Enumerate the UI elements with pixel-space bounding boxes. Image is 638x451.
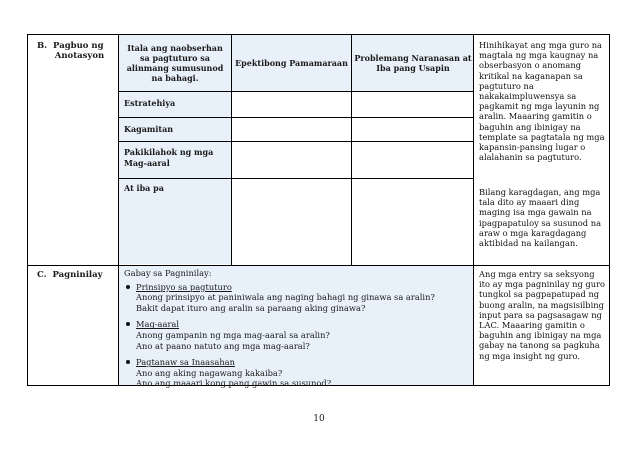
row-label-materials: Kagamitan [124, 124, 174, 134]
header-problems: Problemang Naranasan at Iba pang Usapin [354, 53, 472, 73]
reflection-question: Bakit dapat ituro ang aralin sa paraang aking ginawa? [136, 302, 366, 313]
col-divider-4 [473, 34, 474, 386]
reflection-question: Ano at paano natuto ang mga mag-aaral? [136, 340, 310, 351]
section-b-note-1: Hinihikayat ang mga guro na magtala ng mga kaugnay na obserbasyon o anomang kritikal na kaganapan sa pagtuturo na nakakaimpluwensya sa pagkamit ng mga layunin ng aralin. Maaaring gamitin o baguhin ang ibinigay na template sa pagtatala ng mga kapansin-pansing lugar o alalahanin sa pagtuturo. [479, 40, 605, 163]
reflection-question: Ano ang aking nagawang kakaiba? [136, 367, 283, 378]
section-divider [27, 265, 610, 266]
row-label-strategy: Estratehiya [124, 98, 176, 108]
section-b-label: B. Pagbuo ng Anotasyon [37, 41, 105, 61]
header-effective-methods: Epektibong Pamamaraan [235, 58, 348, 68]
reflection-guide-title: Gabay sa Pagninilay: [124, 268, 212, 278]
header-observations: Itala ang naobserhan sa pagtuturo sa alinmang sumusunod na bahagi. [126, 43, 224, 83]
row-label-others: At iba pa [124, 183, 164, 193]
reflection-item-title: Mag-aaral [136, 319, 180, 330]
reflection-item-title: Pagtanaw sa Inaasahan [136, 357, 235, 368]
col-divider-1 [118, 34, 119, 386]
reflection-item [124, 319, 470, 351]
row-label-participation: Pakikilahok ng mga Mag-aaral [124, 147, 214, 168]
reflection-item [124, 357, 470, 389]
col-divider-2 [231, 34, 232, 265]
section-c-note: Ang mga entry sa seksyong ito ay mga pagninilay ng guro tungkol sa pagpapatupad ng buong aralin, na magsisilbing input para sa pagsasagaw ng LAC. Maaaring gamitin o baguhin ang ibinigay na mga gabay na tanong sa pagkuha ng mga insight ng guro. [479, 269, 606, 361]
section-c-label: C. Pagninilay [37, 270, 103, 280]
bullet-icon [126, 360, 130, 364]
reflection-item [124, 282, 470, 314]
row-divider-3 [118, 178, 473, 179]
page-number: 10 [313, 414, 325, 424]
reflection-guide [124, 268, 470, 389]
bullet-icon [126, 322, 130, 326]
row-divider-2 [118, 141, 473, 142]
bullet-icon [126, 285, 130, 289]
section-b-note-2: Bilang karagdagan, ang mga tala dito ay maaari ding maging isa mga gawain na ipagpapatuloy sa susunod na araw o mga karagdagang aktibidad na kailangan. [479, 187, 602, 249]
reflection-question: Anong gampanin ng mga mag-aaral sa aralin? [136, 329, 330, 340]
row-divider-1 [118, 117, 473, 118]
row-divider-header [118, 91, 473, 92]
reflection-item-title: Prinsipyo sa pagtuturo [136, 281, 232, 292]
reflection-question: Ano ang maaari kong pang gawin sa susunod? [136, 378, 332, 389]
reflection-question: Anong prinsipyo at paniniwala ang naging bahagi ng ginawa sa aralin? [136, 292, 435, 303]
col-divider-3 [351, 34, 352, 265]
